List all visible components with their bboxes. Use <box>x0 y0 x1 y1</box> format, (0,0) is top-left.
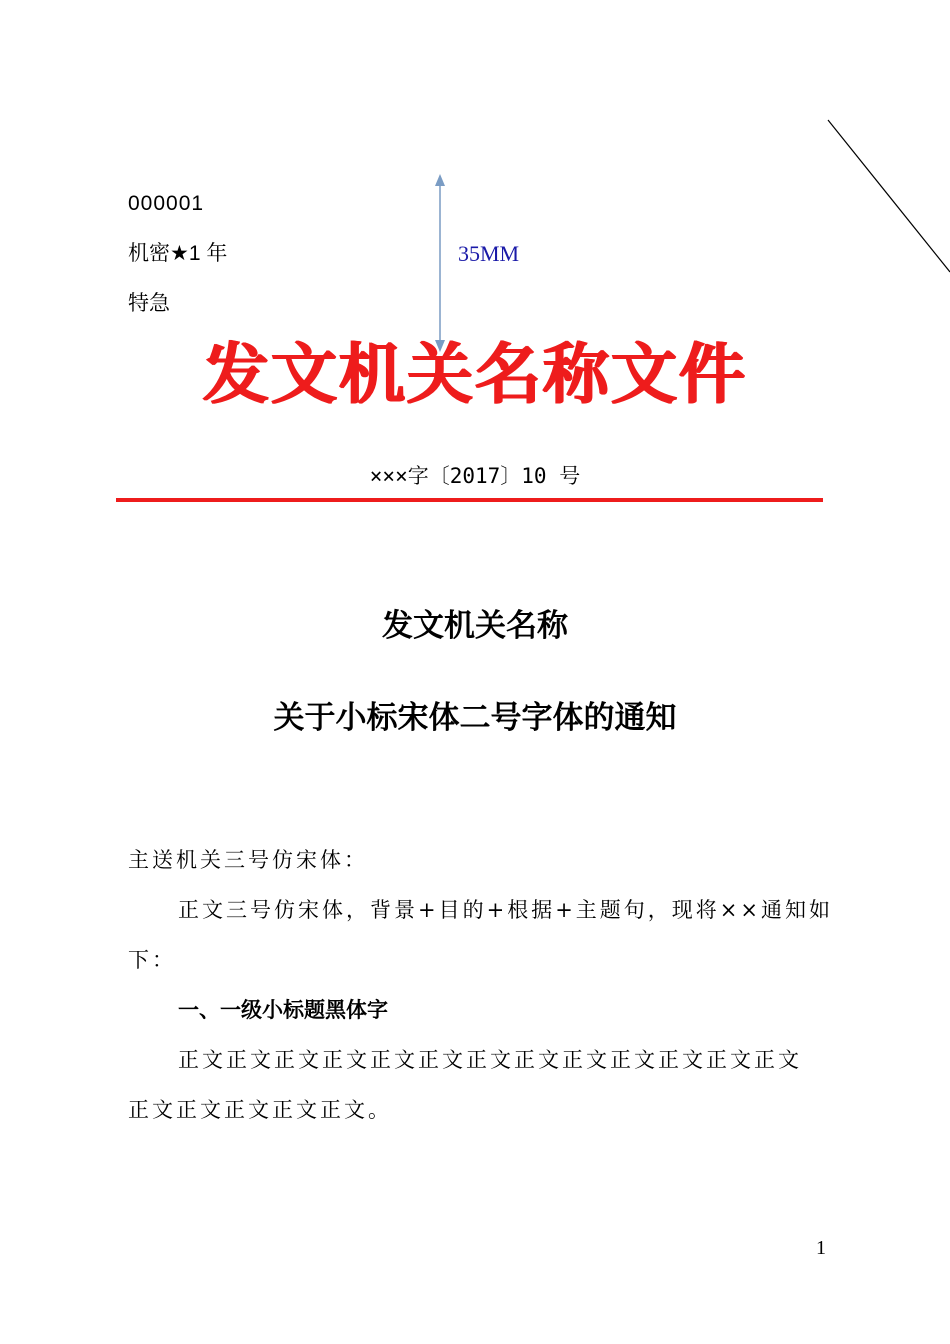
first-level-heading: 一、一级小标题黑体字 <box>178 998 388 1022</box>
paragraph-1-line-2: 下： <box>128 948 176 972</box>
document-title-line-1: 发文机关名称 <box>382 608 568 644</box>
margin-annotation: 35MM <box>458 241 520 266</box>
issuer-header: 发文机关名称文件 <box>203 335 747 413</box>
double-arrow-icon <box>430 172 450 354</box>
serial-number: 000001 <box>128 192 205 215</box>
document-number: ×××字〔2017〕10 号 <box>369 464 581 488</box>
paragraph-1-line-1: 正文三号仿宋体，背景+目的+根据+主题句，现将××通知如 <box>178 898 833 922</box>
secrecy-level: 机密★1 年 <box>128 242 228 265</box>
page-number: 1 <box>816 1237 826 1259</box>
recipient-line: 主送机关三号仿宋体： <box>128 848 368 872</box>
document-title-line-2: 关于小标宋体二号字体的通知 <box>273 700 677 736</box>
urgency-level: 特急 <box>128 292 170 315</box>
paragraph-2-line-1: 正文正文正文正文正文正文正文正文正文正文正文正文正文 <box>178 1048 802 1072</box>
red-divider-line <box>116 498 823 502</box>
corner-diagonal-line <box>826 118 950 274</box>
paragraph-2-line-2: 正文正文正文正文正文。 <box>128 1098 392 1122</box>
